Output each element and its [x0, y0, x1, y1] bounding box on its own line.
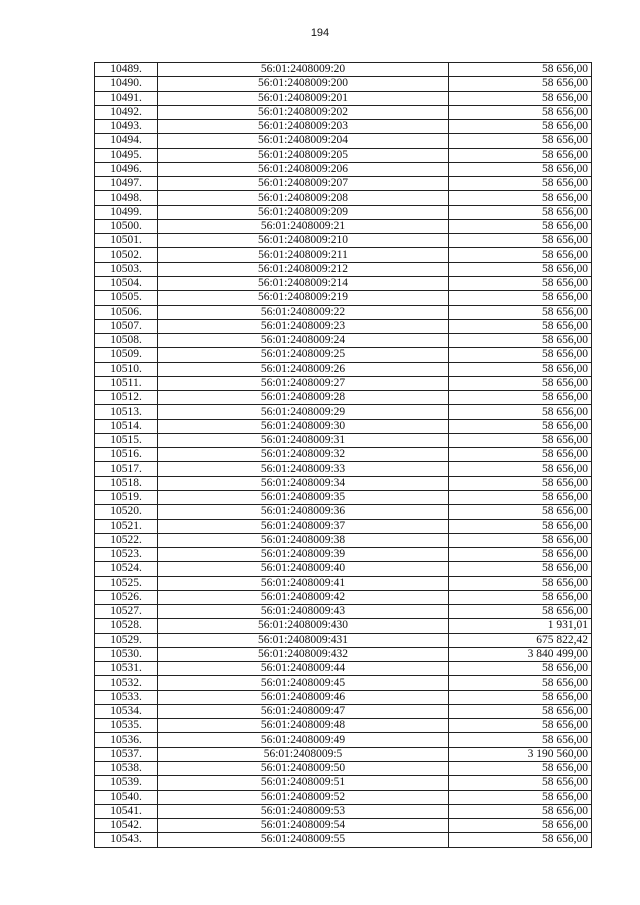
table-row — [95, 205, 592, 219]
value-cell: 58 656,00 — [449, 362, 592, 376]
table-row — [95, 533, 592, 547]
value-cell: 58 656,00 — [449, 276, 592, 290]
row-number-cell: 10512. — [95, 391, 158, 405]
row-number-cell: 10505. — [95, 291, 158, 305]
value-cell: 1 931,01 — [449, 619, 592, 633]
table-row — [95, 77, 592, 91]
table-row — [95, 704, 592, 718]
table-row — [95, 334, 592, 348]
row-number-cell: 10511. — [95, 376, 158, 390]
value-cell: 58 656,00 — [449, 191, 592, 205]
cadastral-number-cell: 56:01:2408009:53 — [158, 804, 449, 818]
cadastral-number-cell: 56:01:2408009:206 — [158, 162, 449, 176]
cadastral-number-cell: 56:01:2408009:203 — [158, 120, 449, 134]
table-row — [95, 619, 592, 633]
value-cell: 58 656,00 — [449, 77, 592, 91]
cadastral-number-cell: 56:01:2408009:219 — [158, 291, 449, 305]
table-row — [95, 776, 592, 790]
table-row — [95, 234, 592, 248]
table-row — [95, 662, 592, 676]
table-row — [95, 276, 592, 290]
row-number-cell: 10531. — [95, 662, 158, 676]
row-number-cell: 10508. — [95, 334, 158, 348]
table-row — [95, 819, 592, 833]
value-cell: 58 656,00 — [449, 762, 592, 776]
row-number-cell: 10524. — [95, 562, 158, 576]
table-row — [95, 348, 592, 362]
row-number-cell: 10522. — [95, 533, 158, 547]
value-cell: 58 656,00 — [449, 704, 592, 718]
table-row — [95, 490, 592, 504]
table-row — [95, 305, 592, 319]
value-cell: 58 656,00 — [449, 462, 592, 476]
cadastral-number-cell: 56:01:2408009:49 — [158, 733, 449, 747]
row-number-cell: 10541. — [95, 804, 158, 818]
row-number-cell: 10537. — [95, 747, 158, 761]
table-row — [95, 120, 592, 134]
cadastral-number-cell: 56:01:2408009:20 — [158, 63, 449, 77]
row-number-cell: 10519. — [95, 490, 158, 504]
row-number-cell: 10534. — [95, 704, 158, 718]
cadastral-number-cell: 56:01:2408009:207 — [158, 177, 449, 191]
table-row — [95, 833, 592, 847]
table-row — [95, 376, 592, 390]
cadastral-number-cell: 56:01:2408009:44 — [158, 662, 449, 676]
row-number-cell: 10494. — [95, 134, 158, 148]
row-number-cell: 10528. — [95, 619, 158, 633]
value-cell: 58 656,00 — [449, 319, 592, 333]
cadastral-number-cell: 56:01:2408009:5 — [158, 747, 449, 761]
cadastral-number-cell: 56:01:2408009:48 — [158, 719, 449, 733]
cadastral-number-cell: 56:01:2408009:32 — [158, 448, 449, 462]
table-row — [95, 605, 592, 619]
table-row — [95, 633, 592, 647]
cadastral-number-cell: 56:01:2408009:214 — [158, 276, 449, 290]
table-row — [95, 191, 592, 205]
value-cell: 58 656,00 — [449, 134, 592, 148]
value-cell: 58 656,00 — [449, 105, 592, 119]
table-row — [95, 562, 592, 576]
cadastral-value-table — [94, 62, 592, 848]
row-number-cell: 10542. — [95, 819, 158, 833]
table-row — [95, 462, 592, 476]
table-row — [95, 134, 592, 148]
table-row — [95, 762, 592, 776]
cadastral-number-cell: 56:01:2408009:43 — [158, 605, 449, 619]
cadastral-number-cell: 56:01:2408009:431 — [158, 633, 449, 647]
value-cell: 58 656,00 — [449, 162, 592, 176]
cadastral-number-cell: 56:01:2408009:40 — [158, 562, 449, 576]
table-row — [95, 262, 592, 276]
value-cell: 58 656,00 — [449, 391, 592, 405]
value-cell: 58 656,00 — [449, 662, 592, 676]
value-cell: 675 822,42 — [449, 633, 592, 647]
value-cell: 58 656,00 — [449, 348, 592, 362]
row-number-cell: 10493. — [95, 120, 158, 134]
value-cell: 58 656,00 — [449, 533, 592, 547]
cadastral-number-cell: 56:01:2408009:28 — [158, 391, 449, 405]
row-number-cell: 10530. — [95, 647, 158, 661]
row-number-cell: 10502. — [95, 248, 158, 262]
cadastral-number-cell: 56:01:2408009:211 — [158, 248, 449, 262]
value-cell: 58 656,00 — [449, 690, 592, 704]
row-number-cell: 10498. — [95, 191, 158, 205]
row-number-cell: 10501. — [95, 234, 158, 248]
cadastral-number-cell: 56:01:2408009:54 — [158, 819, 449, 833]
cadastral-number-cell: 56:01:2408009:202 — [158, 105, 449, 119]
value-cell: 58 656,00 — [449, 120, 592, 134]
cadastral-number-cell: 56:01:2408009:27 — [158, 376, 449, 390]
table-row — [95, 405, 592, 419]
row-number-cell: 10492. — [95, 105, 158, 119]
row-number-cell: 10514. — [95, 419, 158, 433]
table-row — [95, 747, 592, 761]
cadastral-number-cell: 56:01:2408009:47 — [158, 704, 449, 718]
table-row — [95, 790, 592, 804]
table-row — [95, 576, 592, 590]
cadastral-number-cell: 56:01:2408009:46 — [158, 690, 449, 704]
value-cell: 58 656,00 — [449, 562, 592, 576]
value-cell: 58 656,00 — [449, 305, 592, 319]
row-number-cell: 10523. — [95, 548, 158, 562]
value-cell: 58 656,00 — [449, 719, 592, 733]
cadastral-number-cell: 56:01:2408009:42 — [158, 590, 449, 604]
table-row — [95, 362, 592, 376]
cadastral-number-cell: 56:01:2408009:208 — [158, 191, 449, 205]
value-cell: 58 656,00 — [449, 63, 592, 77]
row-number-cell: 10538. — [95, 762, 158, 776]
cadastral-number-cell: 56:01:2408009:51 — [158, 776, 449, 790]
row-number-cell: 10513. — [95, 405, 158, 419]
row-number-cell: 10500. — [95, 219, 158, 233]
row-number-cell: 10536. — [95, 733, 158, 747]
cadastral-number-cell: 56:01:2408009:205 — [158, 148, 449, 162]
value-cell: 58 656,00 — [449, 234, 592, 248]
row-number-cell: 10525. — [95, 576, 158, 590]
value-cell: 58 656,00 — [449, 576, 592, 590]
value-cell: 58 656,00 — [449, 476, 592, 490]
cadastral-number-cell: 56:01:2408009:22 — [158, 305, 449, 319]
table-row — [95, 162, 592, 176]
cadastral-number-cell: 56:01:2408009:45 — [158, 676, 449, 690]
cadastral-number-cell: 56:01:2408009:210 — [158, 234, 449, 248]
value-cell: 58 656,00 — [449, 605, 592, 619]
cadastral-number-cell: 56:01:2408009:201 — [158, 91, 449, 105]
row-number-cell: 10495. — [95, 148, 158, 162]
cadastral-number-cell: 56:01:2408009:30 — [158, 419, 449, 433]
row-number-cell: 10521. — [95, 519, 158, 533]
value-cell: 58 656,00 — [449, 334, 592, 348]
cadastral-number-cell: 56:01:2408009:24 — [158, 334, 449, 348]
value-cell: 58 656,00 — [449, 505, 592, 519]
value-cell: 58 656,00 — [449, 833, 592, 847]
cadastral-number-cell: 56:01:2408009:23 — [158, 319, 449, 333]
cadastral-number-cell: 56:01:2408009:34 — [158, 476, 449, 490]
value-cell: 58 656,00 — [449, 219, 592, 233]
value-cell: 58 656,00 — [449, 804, 592, 818]
value-cell: 58 656,00 — [449, 177, 592, 191]
table-row — [95, 676, 592, 690]
row-number-cell: 10499. — [95, 205, 158, 219]
cadastral-number-cell: 56:01:2408009:430 — [158, 619, 449, 633]
value-cell: 58 656,00 — [449, 433, 592, 447]
value-cell: 58 656,00 — [449, 733, 592, 747]
table-body — [95, 63, 592, 848]
table-row — [95, 419, 592, 433]
row-number-cell: 10490. — [95, 77, 158, 91]
row-number-cell: 10516. — [95, 448, 158, 462]
row-number-cell: 10489. — [95, 63, 158, 77]
value-cell: 58 656,00 — [449, 448, 592, 462]
table-row — [95, 63, 592, 77]
table-row — [95, 690, 592, 704]
value-cell: 58 656,00 — [449, 790, 592, 804]
row-number-cell: 10509. — [95, 348, 158, 362]
table-row — [95, 319, 592, 333]
cadastral-number-cell: 56:01:2408009:29 — [158, 405, 449, 419]
row-number-cell: 10535. — [95, 719, 158, 733]
cadastral-number-cell: 56:01:2408009:25 — [158, 348, 449, 362]
row-number-cell: 10510. — [95, 362, 158, 376]
value-cell: 58 656,00 — [449, 548, 592, 562]
value-cell: 58 656,00 — [449, 419, 592, 433]
table-row — [95, 647, 592, 661]
table-row — [95, 733, 592, 747]
table-row — [95, 548, 592, 562]
table-row — [95, 248, 592, 262]
value-cell: 3 190 560,00 — [449, 747, 592, 761]
value-cell: 58 656,00 — [449, 519, 592, 533]
value-cell: 3 840 499,00 — [449, 647, 592, 661]
table-row — [95, 219, 592, 233]
table-row — [95, 804, 592, 818]
value-cell: 58 656,00 — [449, 490, 592, 504]
table-row — [95, 719, 592, 733]
row-number-cell: 10532. — [95, 676, 158, 690]
row-number-cell: 10506. — [95, 305, 158, 319]
table-row — [95, 433, 592, 447]
row-number-cell: 10504. — [95, 276, 158, 290]
table-row — [95, 391, 592, 405]
table-row — [95, 291, 592, 305]
value-cell: 58 656,00 — [449, 590, 592, 604]
row-number-cell: 10526. — [95, 590, 158, 604]
table-row — [95, 105, 592, 119]
row-number-cell: 10496. — [95, 162, 158, 176]
value-cell: 58 656,00 — [449, 819, 592, 833]
value-cell: 58 656,00 — [449, 91, 592, 105]
cadastral-number-cell: 56:01:2408009:209 — [158, 205, 449, 219]
value-cell: 58 656,00 — [449, 776, 592, 790]
cadastral-number-cell: 56:01:2408009:41 — [158, 576, 449, 590]
page-number: 194 — [310, 27, 330, 39]
cadastral-number-cell: 56:01:2408009:432 — [158, 647, 449, 661]
cadastral-number-cell: 56:01:2408009:33 — [158, 462, 449, 476]
cadastral-number-cell: 56:01:2408009:55 — [158, 833, 449, 847]
table-row — [95, 148, 592, 162]
row-number-cell: 10543. — [95, 833, 158, 847]
table-row — [95, 476, 592, 490]
row-number-cell: 10518. — [95, 476, 158, 490]
row-number-cell: 10529. — [95, 633, 158, 647]
table-row — [95, 519, 592, 533]
value-cell: 58 656,00 — [449, 148, 592, 162]
row-number-cell: 10517. — [95, 462, 158, 476]
value-cell: 58 656,00 — [449, 376, 592, 390]
value-cell: 58 656,00 — [449, 291, 592, 305]
cadastral-number-cell: 56:01:2408009:37 — [158, 519, 449, 533]
row-number-cell: 10533. — [95, 690, 158, 704]
table-row — [95, 91, 592, 105]
value-cell: 58 656,00 — [449, 262, 592, 276]
cadastral-number-cell: 56:01:2408009:38 — [158, 533, 449, 547]
cadastral-number-cell: 56:01:2408009:204 — [158, 134, 449, 148]
cadastral-number-cell: 56:01:2408009:21 — [158, 219, 449, 233]
row-number-cell: 10503. — [95, 262, 158, 276]
table-row — [95, 590, 592, 604]
cadastral-number-cell: 56:01:2408009:39 — [158, 548, 449, 562]
cadastral-number-cell: 56:01:2408009:50 — [158, 762, 449, 776]
cadastral-number-cell: 56:01:2408009:36 — [158, 505, 449, 519]
table-row — [95, 448, 592, 462]
value-cell: 58 656,00 — [449, 248, 592, 262]
cadastral-number-cell: 56:01:2408009:52 — [158, 790, 449, 804]
cadastral-number-cell: 56:01:2408009:200 — [158, 77, 449, 91]
cadastral-number-cell: 56:01:2408009:26 — [158, 362, 449, 376]
value-cell: 58 656,00 — [449, 676, 592, 690]
row-number-cell: 10515. — [95, 433, 158, 447]
row-number-cell: 10497. — [95, 177, 158, 191]
row-number-cell: 10540. — [95, 790, 158, 804]
row-number-cell: 10491. — [95, 91, 158, 105]
value-cell: 58 656,00 — [449, 205, 592, 219]
table-row — [95, 505, 592, 519]
cadastral-number-cell: 56:01:2408009:35 — [158, 490, 449, 504]
row-number-cell: 10539. — [95, 776, 158, 790]
cadastral-number-cell: 56:01:2408009:212 — [158, 262, 449, 276]
value-cell: 58 656,00 — [449, 405, 592, 419]
row-number-cell: 10527. — [95, 605, 158, 619]
row-number-cell: 10520. — [95, 505, 158, 519]
cadastral-number-cell: 56:01:2408009:31 — [158, 433, 449, 447]
table-row — [95, 177, 592, 191]
row-number-cell: 10507. — [95, 319, 158, 333]
